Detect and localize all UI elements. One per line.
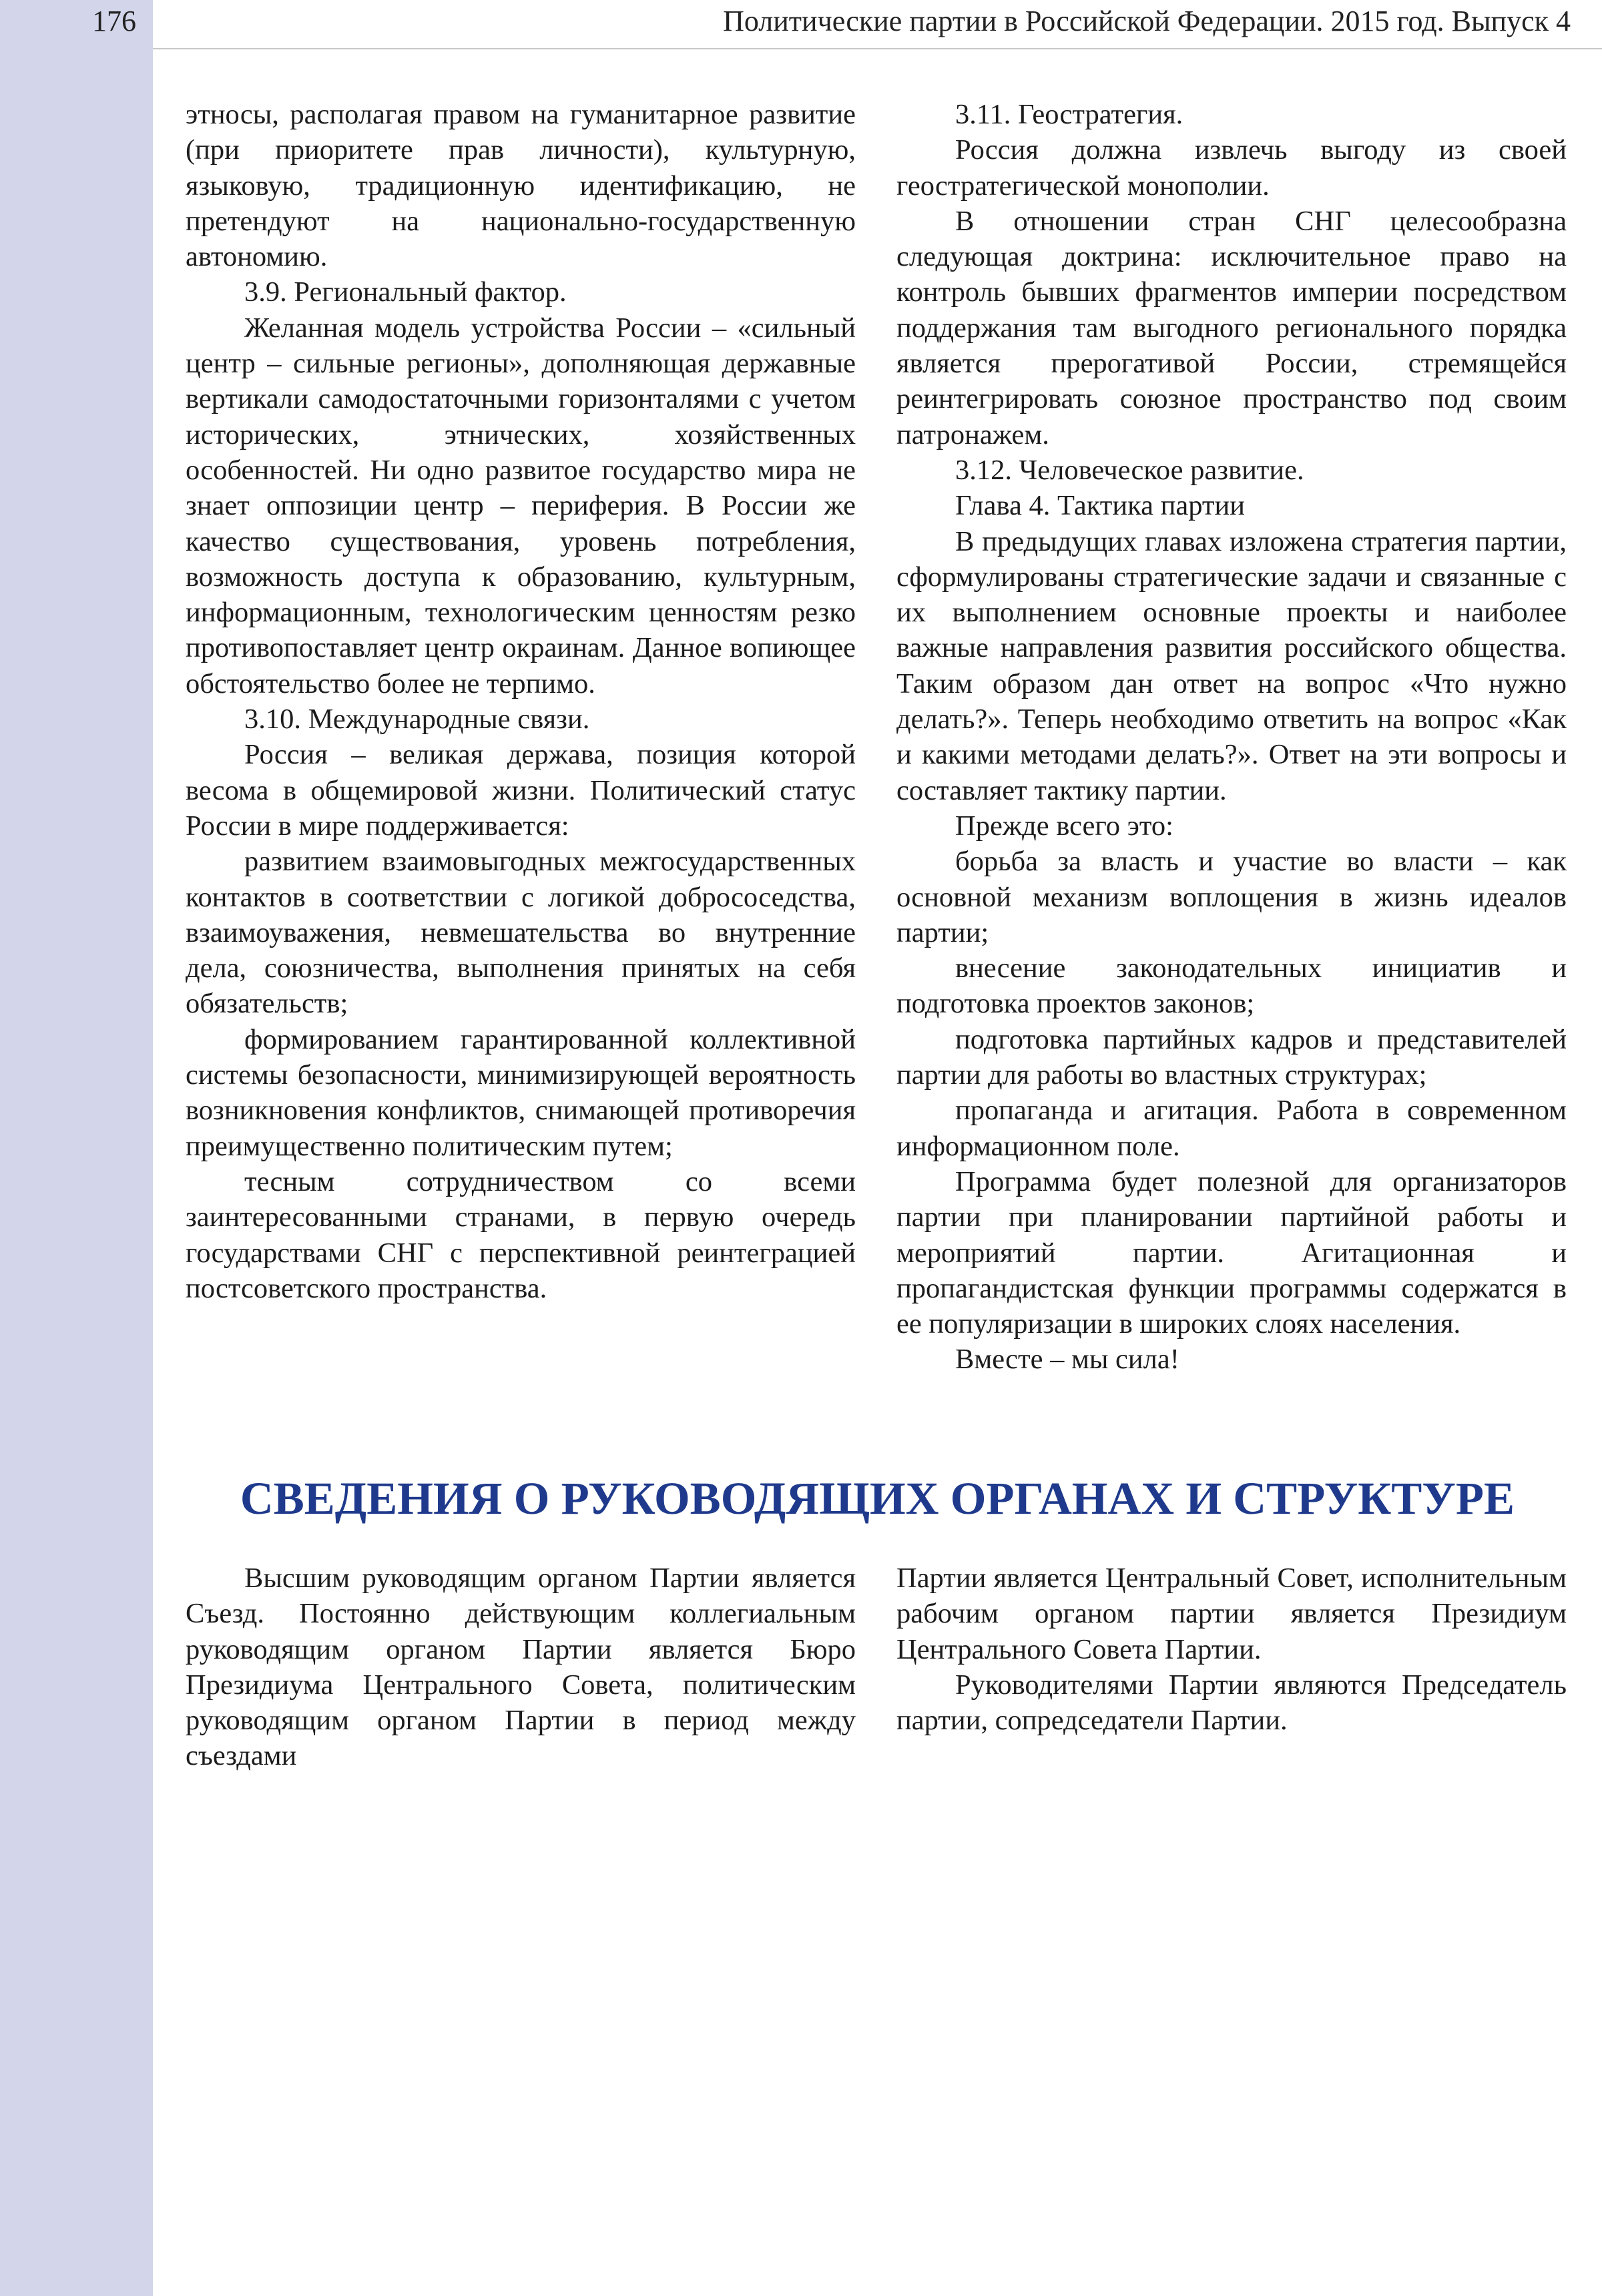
paragraph: Руководителями Партии являются Председатель партии, сопредседатели Партии. <box>896 1669 1567 1737</box>
paragraph: подготовка партийных кадров и представителей партии для работы во властных структурах; <box>896 1023 1567 1091</box>
side-margin-band <box>0 0 153 2296</box>
paragraph: Россия – великая держава, позиция которой весома в общемировой жизни. Политический статус России в мире поддерживается: <box>186 739 856 842</box>
text-column-left <box>186 97 856 1306</box>
paragraph: Прежде всего это: <box>955 810 1173 842</box>
text-column-right <box>896 97 1567 1378</box>
paragraph: Вместе – мы сила! <box>955 1344 1179 1376</box>
paragraph: развитием взаимовыгодных межгосударственных контактов в соответствии с логикой добрососедства, взаимоуважения, невмешательства во внутренние дела, союзничества, выполнения принятых на себя обязательств; <box>186 846 856 1020</box>
header-divider <box>153 48 1602 49</box>
paragraph: этносы, располагая правом на гуманитарное развитие (при приоритете прав личности), культурную, языковую, традиционную идентификацию, не претендуют на национально-государственную автономию. <box>186 99 856 273</box>
paragraph: тесным сотрудничеством со всеми заинтересованными странами, в первую очередь государствами СНГ с перспективной реинтеграцией постсоветского пространства. <box>186 1165 856 1304</box>
section-column-left <box>186 1560 856 1774</box>
paragraph: Россия должна извлечь выгоду из своей геостратегической монополии. <box>896 134 1567 202</box>
section-heading: СВЕДЕНИЯ О РУКОВОДЯЩИХ ОРГАНАХ И СТРУКТУРЕ <box>240 1473 1515 1524</box>
page-number: 176 <box>92 5 136 37</box>
paragraph: В отношении стран СНГ целесообразна следующая доктрина: исключительное право на контроль бывших фрагментов империи посредством поддержания там выгодного регионального порядка является прерогативой России, стремящейся реинтегрировать союзное пространство под своим патронажем. <box>896 205 1567 451</box>
paragraph: 3.9. Региональный фактор. <box>244 276 567 308</box>
paragraph: Глава 4. Тактика партии <box>955 490 1245 522</box>
section-column-right <box>896 1560 1567 1738</box>
paragraph: пропаганда и агитация. Работа в современном информационном поле. <box>896 1095 1567 1162</box>
paragraph: 3.12. Человеческое развитие. <box>955 454 1304 486</box>
page-header <box>0 0 1602 47</box>
paragraph: В предыдущих главах изложена стратегия партии, сформулированы стратегические задачи и связанные с их выполнением основные проекты и наиболее важные направления развития российского общества. Таким образом дан ответ на вопрос «Что нужно делать?». Теперь необходимо ответить на вопрос «Как и какими методами делать?». Ответ на эти вопросы и составляет тактику партии. <box>896 525 1567 806</box>
paragraph: формированием гарантированной коллективной системы безопасности, минимизирующей вероятность возникновения конфликтов, снимающей противоречия преимущественно политическим путем; <box>186 1023 856 1162</box>
paragraph: Партии является Центральный Совет, исполнительным рабочим органом партии является Президиум Центрального Совета Партии. <box>896 1562 1567 1665</box>
paragraph: 3.11. Геостратегия. <box>955 99 1183 130</box>
paragraph: 3.10. Международные связи. <box>244 703 590 736</box>
paragraph: борьба за власть и участие во власти – как основной механизм воплощения в жизнь идеалов партии; <box>896 846 1567 948</box>
paragraph: Желанная модель устройства России – «сильный центр – сильные регионы», дополняющая державные вертикали самодостаточными горизонталями с учетом исторических, этнических, хозяйственных особенностей. Ни одно развитое государство мира не знает оппозиции центр – периферия. В России же качество существования, уровень потребления, возможность доступа к образованию, культурным, информационным, технологическим ценностям резко противопоставляет центр окраинам. Данное вопиющее обстоятельство более не терпимо. <box>186 312 856 699</box>
paragraph: Программа будет полезной для организаторов партии при планировании партийной работы и мероприятий партии. Агитационная и пропагандистская функции программы содержатся в ее популяризации в широких слоях населения. <box>896 1165 1567 1340</box>
paragraph: внесение законодательных инициатив и подготовка проектов законов; <box>896 952 1567 1020</box>
running-title: Политические партии в Российской Федерации. 2015 год. Выпуск 4 <box>723 5 1571 37</box>
paragraph: Высшим руководящим органом Партии является Съезд. Постоянно действующим коллегиальным руководящим органом Партии является Бюро Президиума Центрального Совета, политическим руководящим органом Партии в период между съездами <box>186 1562 856 1772</box>
